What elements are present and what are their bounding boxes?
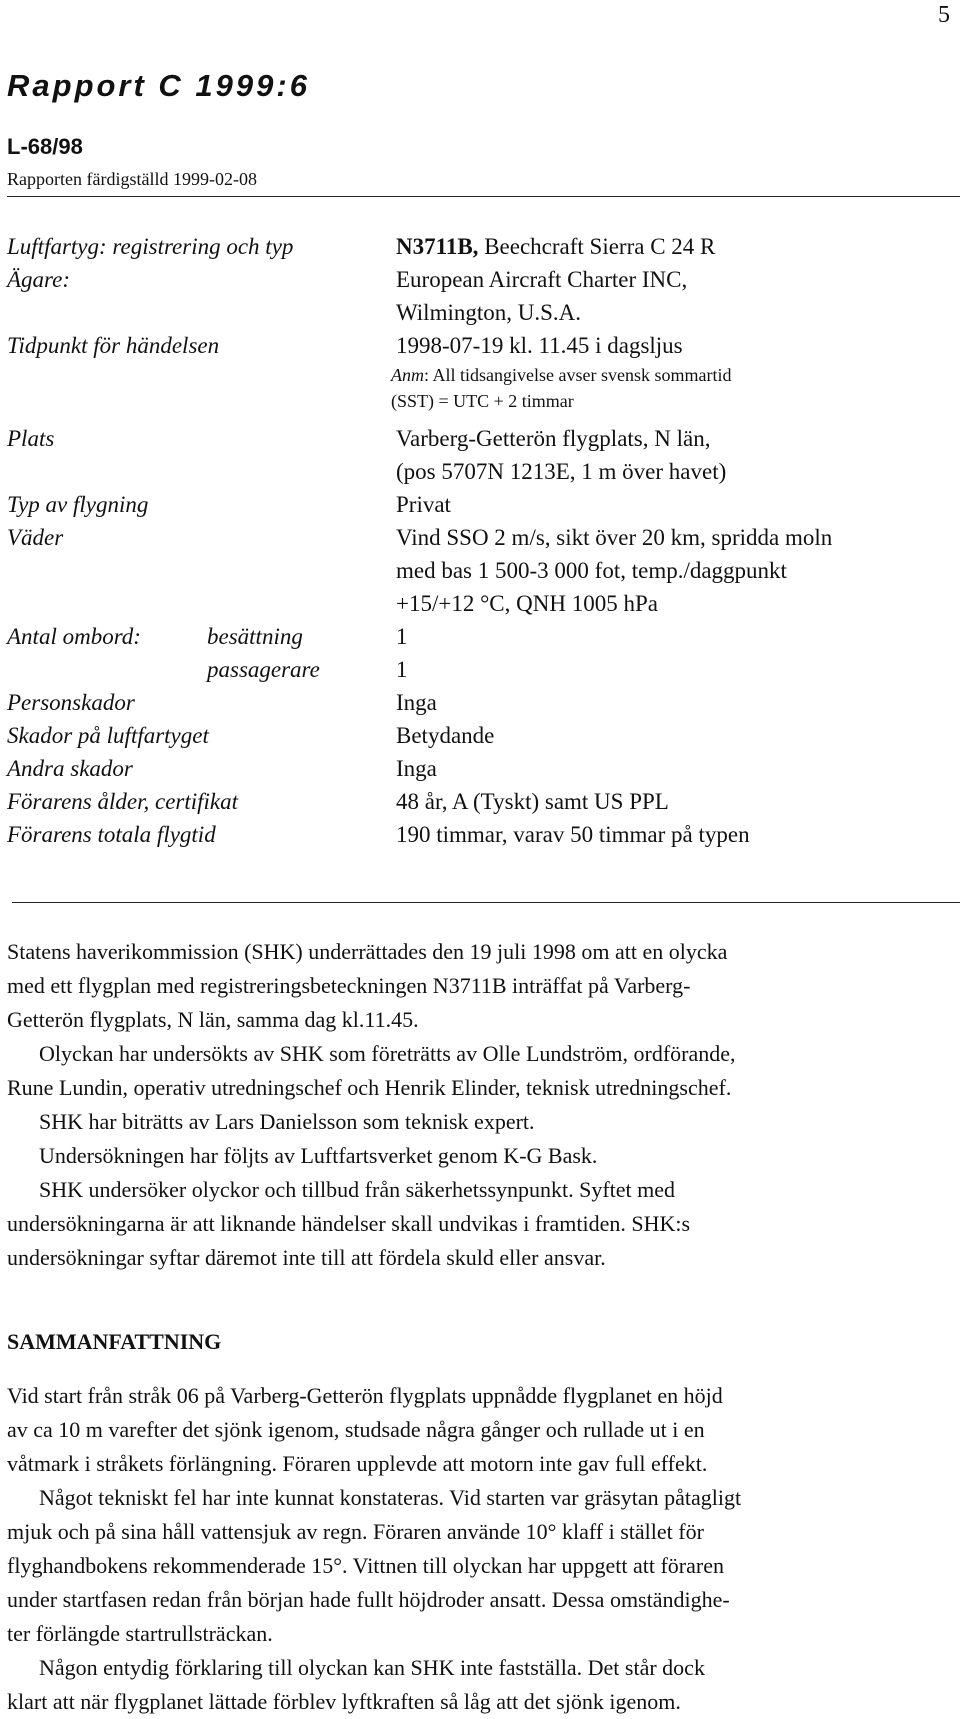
summary-line: av ca 10 m varefter det sjönk igenom, studsade några gånger och rullade ut i en (7, 1417, 705, 1442)
fact-row-place-cont (7, 455, 952, 488)
time-note-cont: (SST) = UTC + 2 timmar (391, 391, 574, 411)
summary-line: Något tekniskt fel har inte kunnat konstateras. Vid starten var gräsytan påtagligt (39, 1485, 742, 1510)
body-line: undersökningar syftar däremot inte till att fördela skuld eller ansvar. (7, 1245, 606, 1270)
spacer (7, 1359, 952, 1379)
fact-row-crew (7, 620, 952, 653)
completion-date: Rapporten färdigställd 1999-02-08 (7, 169, 257, 189)
body-line: SHK undersöker olyckor och tillbud från säkerhetssynpunkt. Syftet med (39, 1177, 676, 1202)
summary-line: flyghandbokens rekommenderade 15°. Vittnen till olyckan har uppgett att föraren (7, 1553, 724, 1578)
fact-sublabel: besättning (207, 624, 303, 649)
body-line: Getterön flygplats, N län, samma dag kl.11.45. (7, 1007, 419, 1032)
page-number: 5 (938, 2, 950, 28)
fact-label: Antal ombord: (7, 624, 141, 649)
fact-value: 1998-07-19 kl. 11.45 i dagsljus (396, 333, 683, 358)
fact-label: Andra skador (7, 756, 133, 781)
body-line: med ett flygplan med registreringsbeteckningen N3711B inträffat på Varberg- (7, 973, 691, 998)
fact-value: 48 år, A (Tyskt) samt US PPL (396, 789, 669, 814)
report-body (7, 935, 952, 1719)
summary-line: under startfasen redan från början hade fullt höjdroder ansatt. Dessa omständighe- (7, 1587, 730, 1612)
fact-row-owner-cont (7, 296, 952, 329)
fact-label: Ägare: (7, 267, 71, 292)
summary-line: klart att när flygplanet lättade förblev lyftkraften så låg att det sjönk igenom. (7, 1689, 681, 1714)
aircraft-type: Beechcraft Sierra C 24 R (478, 234, 716, 259)
body-line: SHK har biträtts av Lars Danielsson som teknisk expert. (39, 1109, 535, 1134)
note-text: : All tidsangivelse avser svensk sommartid (424, 365, 732, 385)
fact-value: European Aircraft Charter INC, (396, 267, 688, 292)
summary-line: Vid start från stråk 06 på Varberg-Getterön flygplats uppnådde flygplanet en höjd (7, 1383, 723, 1408)
spacer (7, 1275, 952, 1325)
body-line: Olyckan har undersökts av SHK som företrätts av Olle Lundström, ordförande, (39, 1041, 736, 1066)
summary-line: våtmark i stråkets förlängning. Föraren upplevde att motorn inte gav full effekt. (7, 1451, 708, 1476)
fact-value: Varberg-Getterön flygplats, N län, (396, 426, 711, 451)
summary-line: mjuk och på sina håll vattensjuk av regn. Föraren använde 10° klaff i stället för (7, 1519, 704, 1544)
fact-value: 190 timmar, varav 50 timmar på typen (396, 822, 750, 847)
fact-row-owner (7, 263, 952, 296)
fact-label: Typ av flygning (7, 492, 149, 517)
fact-row-damage (7, 719, 952, 752)
fact-label: Tidpunkt för händelsen (7, 333, 220, 358)
summary-line: Någon entydig förklaring till olyckan kan SHK inte fastställa. Det står dock (39, 1655, 705, 1680)
fact-label: Plats (7, 426, 55, 451)
fact-label: Skador på luftfartyget (7, 723, 209, 748)
section-divider (12, 902, 960, 903)
fact-row-time (7, 329, 952, 362)
time-note (391, 362, 952, 388)
fact-row-injuries (7, 686, 952, 719)
header-divider (7, 196, 960, 197)
fact-value: 1 (396, 624, 408, 649)
summary-heading: SAMMANFATTNING (7, 1329, 222, 1354)
note-prefix: Anm (391, 365, 424, 385)
fact-value: Betydande (396, 723, 495, 748)
fact-sublabel: passagerare (207, 657, 320, 682)
fact-value: med bas 1 500-3 000 fot, temp./daggpunkt (396, 558, 787, 583)
fact-row-weather (7, 521, 952, 554)
summary-line: ter förlängde startrullsträckan. (7, 1621, 273, 1646)
body-line: undersökningarna är att liknande händelser skall undvikas i framtiden. SHK:s (7, 1211, 691, 1236)
fact-row-flight-type (7, 488, 952, 521)
fact-label: Förarens totala flygtid (7, 822, 216, 847)
fact-label: Väder (7, 525, 64, 550)
fact-row-aircraft (7, 230, 952, 263)
fact-label: Förarens ålder, certifikat (7, 789, 239, 814)
body-line: Undersökningen har följts av Luftfartsverket genom K-G Bask. (39, 1143, 598, 1168)
fact-value: Privat (396, 492, 451, 517)
fact-row-other-damage (7, 752, 952, 785)
fact-row-passengers (7, 653, 952, 686)
body-line: Rune Lundin, operativ utredningschef och Henrik Elinder, teknisk utredningschef. (7, 1075, 732, 1100)
body-line: Statens haverikommission (SHK) underrättades den 19 juli 1998 om att en olycka (7, 939, 728, 964)
aircraft-registration: N3711B, (396, 234, 479, 259)
report-title: Rapport C 1999:6 (7, 68, 310, 103)
fact-row-weather-cont (7, 587, 952, 620)
fact-label: Luftfartyg: registrering och typ (7, 234, 294, 259)
fact-value: +15/+12 °C, QNH 1005 hPa (396, 591, 658, 616)
fact-value: (pos 5707N 1213E, 1 m över havet) (396, 459, 727, 484)
fact-value: 1 (396, 657, 408, 682)
fact-value: Vind SSO 2 m/s, sikt över 20 km, spridda moln (396, 525, 833, 550)
fact-row-flight-time (7, 818, 952, 851)
fact-value: Wilmington, U.S.A. (396, 300, 581, 325)
fact-value (396, 230, 952, 263)
fact-value: Inga (396, 690, 437, 715)
fact-row-pilot-age (7, 785, 952, 818)
fact-row-weather-cont (7, 554, 952, 587)
fact-value: Inga (396, 756, 437, 781)
fact-label: Personskador (7, 690, 135, 715)
fact-row-place (7, 422, 952, 455)
report-id: L-68/98 (7, 134, 83, 159)
fact-table (7, 230, 952, 851)
